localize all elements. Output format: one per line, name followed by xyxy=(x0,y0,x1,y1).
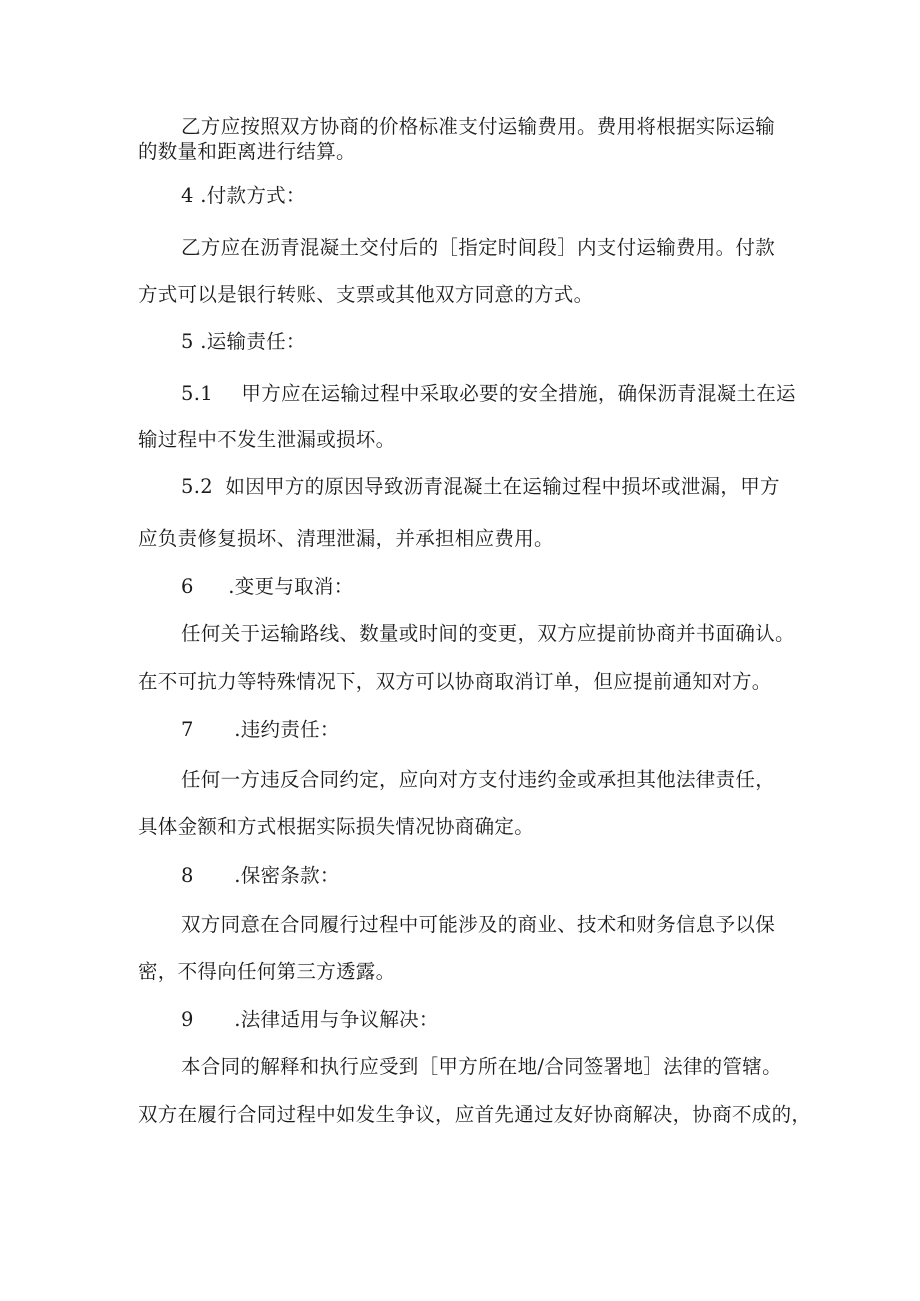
section-heading-payment xyxy=(181,184,306,208)
section-heading-breach xyxy=(181,718,340,742)
clause-5-2-line-2: 应负责修复损坏、清理泄漏，并承担相应费用。 xyxy=(138,527,554,550)
section-title: .法律适用与争议解决： xyxy=(234,1008,439,1031)
section-heading-change xyxy=(181,575,354,599)
section-number: 6 xyxy=(181,575,194,598)
section-title: .付款方式： xyxy=(200,184,306,207)
section-heading-confidentiality xyxy=(181,864,340,888)
clause-number: 5.2 xyxy=(181,475,213,498)
section-title: .保密条款： xyxy=(234,864,340,887)
section-title: .违约责任： xyxy=(234,718,340,741)
paragraph-payment-line-2: 方式可以是银行转账、支票或其他双方同意的方式。 xyxy=(138,283,594,306)
clause-5-2-line-1 xyxy=(181,475,780,499)
clause-text: 如因甲方的原因导致沥青混凝土在运输过程中损坏或泄漏，甲方 xyxy=(225,475,780,498)
paragraph-law-line-2: 双方在履行合同过程中如发生争议，应首先通过友好协商解决，协商不成的， xyxy=(138,1103,812,1126)
paragraph-law-line-1: 本合同的解释和执行应受到［甲方所在地/合同签署地］法律的管辖。 xyxy=(181,1055,782,1078)
section-number: 9 xyxy=(181,1008,194,1031)
clause-text: 甲方应在运输过程中采取必要的安全措施，确保沥青混凝土在运 xyxy=(241,382,796,405)
section-title: .运输责任： xyxy=(200,330,306,353)
paragraph-fee-line-1: 乙方应按照双方协商的价格标准支付运输费用。费用将根据实际运输 xyxy=(181,115,776,138)
section-number: 4 xyxy=(181,184,194,207)
paragraph-confidentiality-line-1: 双方同意在合同履行过程中可能涉及的商业、技术和财务信息予以保 xyxy=(181,913,776,936)
clause-number: 5.1 xyxy=(181,382,213,405)
paragraph-breach-line-1: 任何一方违反合同约定，应向对方支付违约金或承担其他法律责任， xyxy=(181,768,776,791)
section-number: 5 xyxy=(181,330,194,353)
paragraph-confidentiality-line-2: 密，不得向任何第三方透露。 xyxy=(138,960,396,983)
section-number: 8 xyxy=(181,864,194,887)
section-heading-transport-liability xyxy=(181,330,306,354)
paragraph-fee-line-2: 的数量和距离进行结算。 xyxy=(138,140,356,163)
section-title: .变更与取消： xyxy=(228,575,354,598)
section-heading-law xyxy=(181,1008,439,1032)
paragraph-payment-line-1: 乙方应在沥青混凝土交付后的［指定时间段］内支付运输费用。付款 xyxy=(181,236,776,259)
paragraph-change-line-2: 在不可抗力等特殊情况下，双方可以协商取消订单，但应提前通知对方。 xyxy=(138,670,772,693)
clause-5-1-line-1 xyxy=(181,382,796,406)
paragraph-breach-line-2: 具体金额和方式根据实际损失情况协商确定。 xyxy=(138,815,535,838)
paragraph-change-line-1: 任何关于运输路线、数量或时间的变更，双方应提前协商并书面确认。 xyxy=(181,622,795,645)
clause-5-1-line-2: 输过程中不发生泄漏或损坏。 xyxy=(138,428,396,451)
section-number: 7 xyxy=(181,718,194,741)
